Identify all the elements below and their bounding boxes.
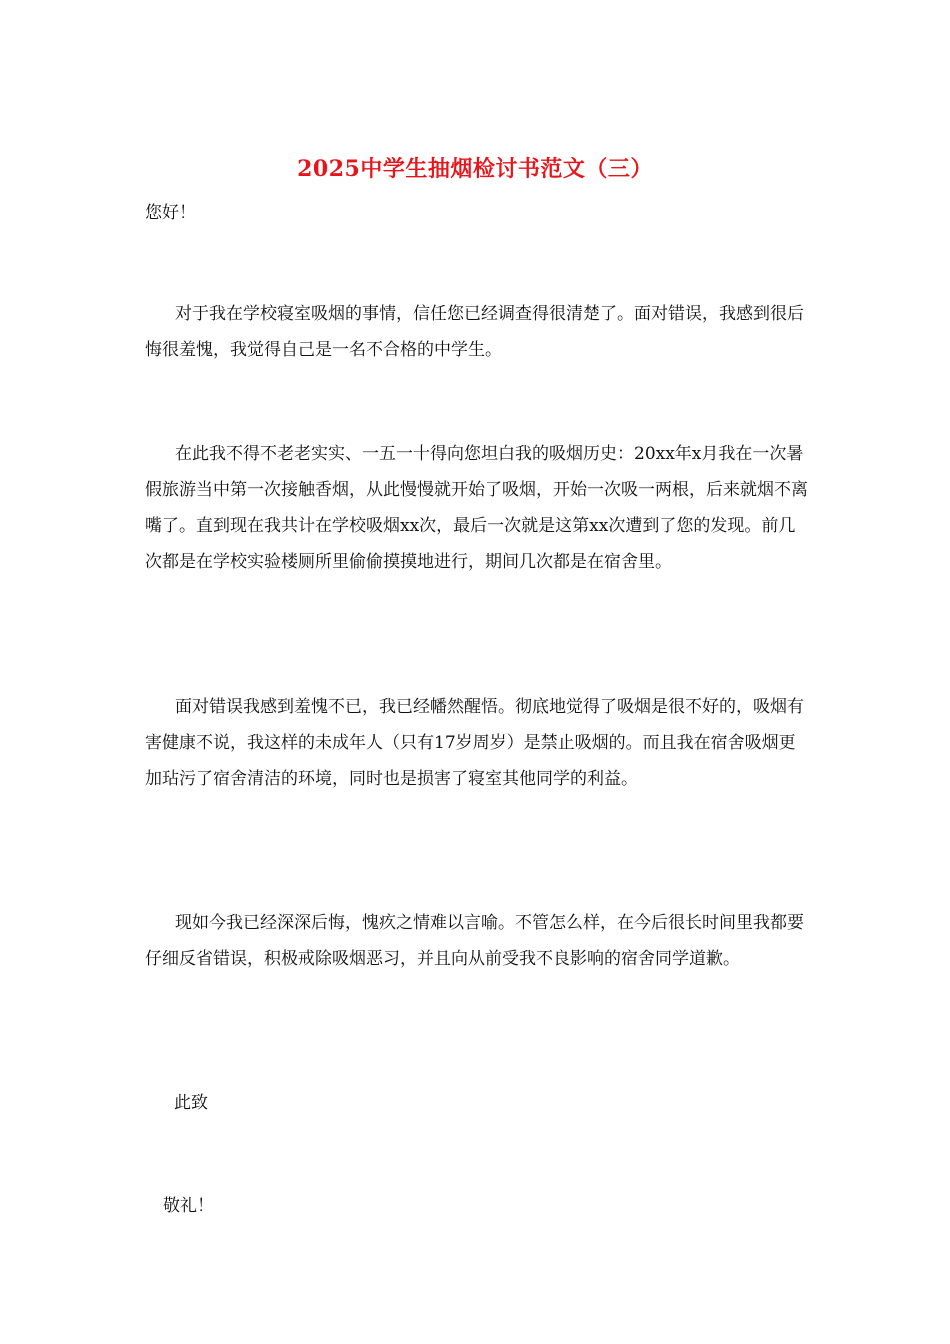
- paragraph-4: 现如今我已经深深后悔，愧疚之情难以言喻。不管怎么样，在今后很长时间里我都要仔细反省错误，积极戒除吸烟恶习，并且向从前受我不良影响的宿舍同学道歉。: [145, 913, 804, 969]
- closing-salutation: 此致: [174, 1093, 208, 1113]
- paragraph-2: 在此我不得不老老实实、一五一十得向您坦白我的吸烟历史：20xx年x月我在一次暑假旅游当中第一次接触香烟，从此慢慢就开始了吸烟，开始一次吸一两根，后来就烟不离嘴了。直到现在我共计在学校吸烟xx次，最后一次就是这第xx次遭到了您的发现。前几次都是在学校实验楼厕所里偷偷摸摸地进行，期间几次都是在宿舍里。: [145, 444, 808, 572]
- paragraph-1: 对于我在学校寝室吸烟的事情，信任您已经调查得很清楚了。面对错误，我感到很后悔很羞愧，我觉得自己是一名不合格的中学生。: [145, 304, 804, 360]
- paragraph-3: 面对错误我感到羞愧不已，我已经幡然醒悟。彻底地觉得了吸烟是很不好的，吸烟有害健康不说，我这样的未成年人（只有17岁周岁）是禁止吸烟的。而且我在宿舍吸烟更加玷污了宿舍清洁的环境，同时也是损害了寝室其他同学的利益。: [145, 697, 804, 789]
- greeting: 您好！: [145, 203, 196, 223]
- closing-regards: 敬礼！: [163, 1196, 214, 1216]
- document-title: 2025中学生抽烟检讨书范文（三）: [297, 156, 653, 182]
